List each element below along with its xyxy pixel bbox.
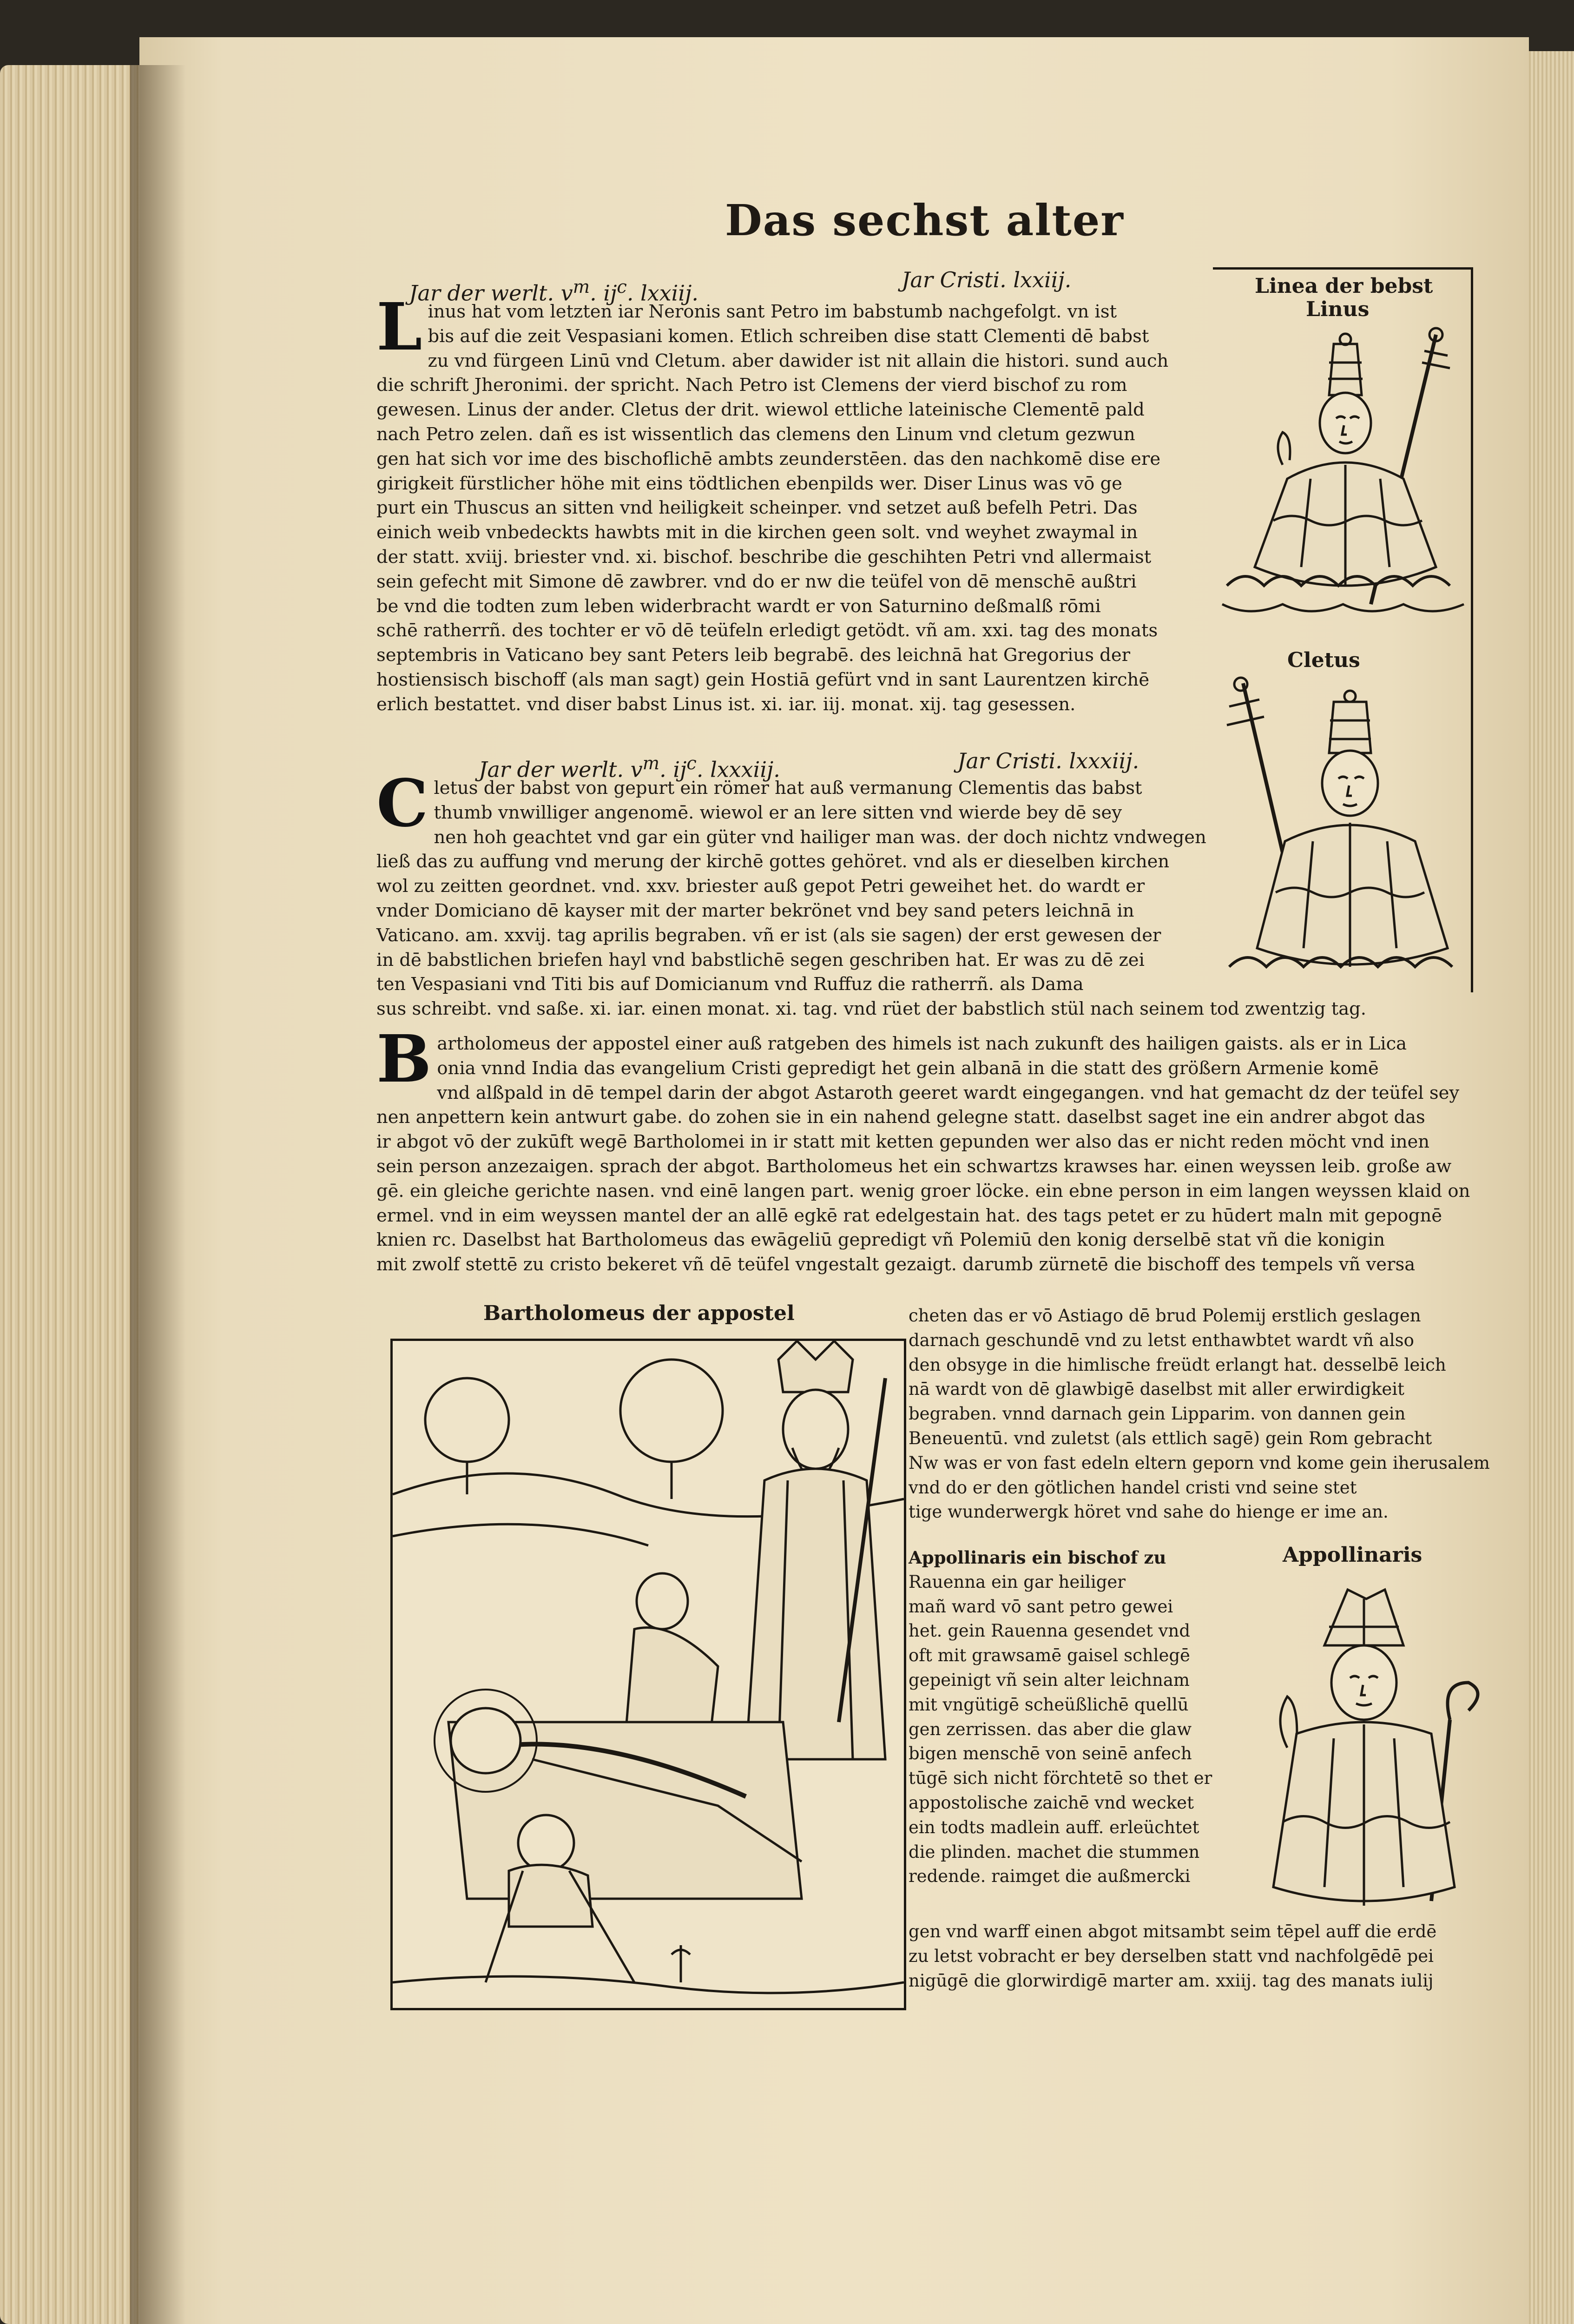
text-line: zu letst vobracht er bey derselben statt vnd nachfolgēdē pei xyxy=(909,1946,1434,1966)
text-line: appostolische zaichē vnd wecket xyxy=(909,1792,1194,1813)
year-header-christ-cletus: Jar Cristi. lxxxiij. xyxy=(957,748,1139,773)
running-head: Das sechst alter xyxy=(725,195,1124,245)
text-line: mit vngütigē scheüßlichē quellū xyxy=(909,1694,1189,1715)
text-line: den obsyge in die himlische freüdt erlangt hat. desselbē leich xyxy=(909,1354,1446,1375)
text-line: vnd do er den götlichen handel cristi vnd seine stet xyxy=(909,1477,1357,1498)
text-line: sein person anzezaigen. sprach der abgot. Bartholomeus het ein schwartzs krawses har. einen weyssen leib. große aw xyxy=(376,1155,1452,1177)
text-line: schē ratherrñ. des tochter er vō dē teüfeln erledigt getödt. vñ am. xxi. tag des monats xyxy=(376,620,1158,641)
year-header-world-cletus: Jar der werlt. $v^m$. $ij^c$. lxxxiij. xyxy=(479,753,780,782)
text-line: begraben. vnnd darnach gein Lipparim. von dannen gein xyxy=(909,1404,1406,1424)
text-line: purt ein Thuscus an sitten vnd heiligkeit scheinper. vnd setzet auß befelh Petri. Das xyxy=(376,497,1138,519)
text-line: vnd alßpald in dē tempel darin der abgot Astaroth geeret wardt eingegangen. vnd hat gemacht dz der teüfel sey xyxy=(437,1082,1460,1103)
text-line: ten Vespasiani vnd Titi bis auf Domicianum vnd Ruffuz die ratherrñ. als Dama xyxy=(376,974,1084,995)
text-line: onia vnnd India das evangelium Cristi gepredigt het gein albanā in die statt des größern Armenie komē xyxy=(437,1057,1379,1079)
text-line: tige wunderwergk höret vnd sahe do hienge er ime an. xyxy=(909,1502,1389,1522)
sidebar-right-rule xyxy=(1471,267,1473,992)
appollinaris-text-block xyxy=(909,1545,1212,1889)
text-line: erlich bestattet. vnd diser babst Linus ist. xi. iar. iij. monat. xij. tag gesessen. xyxy=(376,693,1076,715)
text-line: Vaticano. am. xxvij. tag aprilis begraben. vñ er ist (als sie sagen) der erst gewesen der xyxy=(376,924,1161,946)
text-line: ermel. vnd in eim weyssen mantel der an allē egkē rat edelgestain hat. des tags petet er zu hūdert maln mit gepognē xyxy=(376,1205,1442,1226)
spine-shadow xyxy=(130,65,186,2324)
text-line: be vnd die todten zum leben widerbracht wardt er von Saturnino deßmalß rōmi xyxy=(376,595,1101,617)
drop-cap-initial: C xyxy=(376,766,428,842)
text-line: cheten das er vō Astiago dē brud Polemij erstlich geslagen xyxy=(909,1306,1421,1326)
text-line: vnder Domiciano dē kayser mit der marter bekrönet vnd bey sand peters leichnā in xyxy=(376,900,1134,921)
text-line: Nw was er von fast edeln eltern geporn vnd kome gein iherusalem xyxy=(909,1452,1490,1473)
text-line: Beneuentū. vnd zuletst (als ettlich sagē) gein Rom gebracht xyxy=(909,1428,1432,1448)
text-line: redende. raimget die außmercki xyxy=(909,1866,1191,1887)
bartholomeus-continued-text xyxy=(909,1304,1490,1525)
text-line: gewesen. Linus der ander. Cletus der drit. wiewol ettliche lateinische Clementē pald xyxy=(376,399,1145,421)
text-line: tūgē sich nicht förchtetē so thet er xyxy=(909,1768,1212,1789)
text-line-rest: artholomeus der appostel einer auß ratgeben des himels ist nach zukunft des hailigen gaists. als er in Lica xyxy=(437,1033,1407,1054)
text-line: ir abgot vō der zukūft wegē Bartholomei in ir statt mit ketten gepunden wer also das er nicht reden möcht vnd inen xyxy=(376,1131,1430,1153)
pope-linus-illustration xyxy=(1218,325,1471,623)
sidebar-top-rule xyxy=(1213,267,1473,270)
text-line: wol zu zeitten geordnet. vnd. xxv. briester auß gepot Petri geweihet het. do wardt er xyxy=(376,876,1145,897)
text-line: gen zerrissen. das aber die glaw xyxy=(909,1719,1192,1739)
text-line: bis auf die zeit Vespasiani komen. Etlich schreiben dise statt Clementi dē babst xyxy=(428,325,1149,347)
text-line: nen anpettern kein antwurt gabe. do zohen sie in ein nahend gelegne statt. daselbst saget ine ein andrer abgot das xyxy=(376,1107,1425,1128)
linus-portrait-woodcut xyxy=(1218,325,1471,623)
sidebar-title: Linea der bebst xyxy=(1255,274,1433,298)
year-header-world-linus: Jar der werlt. $v^m$. $ij^c$. lxxiij. xyxy=(409,277,698,306)
text-line: die schrift Jheronimi. der spricht. Nach Petro ist Clemens der vierd bischof zu rom xyxy=(376,375,1127,396)
drop-cap-initial: B xyxy=(376,1021,432,1097)
bartholomeus-text-block xyxy=(376,1021,1492,1277)
text-line: knien rc. Daselbst hat Bartholomeus das ewāgeliū gepredigt vñ Polemiū den konig derselbē stat vñ die konigin xyxy=(376,1229,1385,1251)
bishop-illustration xyxy=(1232,1580,1492,1915)
page-stack-edge xyxy=(0,65,139,2324)
text-line: nach Petro zelen. dañ es ist wissentlich das clemens den Linum vnd cletum gezwun xyxy=(376,423,1135,445)
text-line: mañ ward vō sant petro gewei xyxy=(909,1596,1173,1617)
text-line: hostiensisch bischoff (als man sagt) gein Hostiā gefürt vnd in sant Laurentzen kirchē xyxy=(376,669,1150,690)
appollinaris-caption: Appollinaris xyxy=(1283,1543,1423,1567)
text-line: mit zwolf stettē zu cristo bekeret vñ dē teüfel vngestalt gezaigt. darumb zürnetē die bischoff des tempels vñ versa xyxy=(376,1254,1416,1275)
text-line: thumb vnwilliger angenomē. wiewol er an lere sitten vnd wierde bey dē sey xyxy=(434,802,1122,823)
text-line: darnach geschundē vnd zu letst enthawbtet wardt vñ also xyxy=(909,1330,1414,1350)
text-line: nen hoh geachtet vnd gar ein güter vnd hailiger man was. der doch nichtz vndwegen xyxy=(434,826,1206,848)
linus-caption: Linus xyxy=(1306,297,1370,321)
text-line: gē. ein gleiche gerichte nasen. vnd einē langen part. wenig groer löcke. ein ebne person in eim langen weyssen klaid on xyxy=(376,1180,1470,1202)
text-line: in dē babstlichen briefen hayl vnd babstlichē segen geschriben hat. Er was zu dē zei xyxy=(376,949,1145,971)
bartholomeus-martyrdom-woodcut xyxy=(390,1339,906,2010)
year-header-christ-linus: Jar Cristi. lxxiij. xyxy=(902,267,1072,292)
cletus-portrait-woodcut xyxy=(1215,674,1471,995)
text-line: sus schreibt. vnd saße. xi. iar. einen monat. xi. tag. vnd rüet der babstlich stül nach seinem tod zwentzig tag. xyxy=(376,998,1367,1020)
text-line: gen hat sich vor ime des bischoflichē ambts zeunderstēen. das den nachkomē dise ere xyxy=(376,448,1161,469)
text-line: der statt. xviij. briester vnd. xi. bischof. beschribe die geschihten Petri vnd allermaist xyxy=(376,546,1152,568)
bartholomeus-caption: Bartholomeus der appostel xyxy=(483,1301,795,1325)
text-line: die plinden. machet die stummen xyxy=(909,1842,1200,1862)
appollinaris-portrait-woodcut xyxy=(1232,1580,1492,1915)
text-line: ließ das zu auffung vnd merung der kirchē gottes gehöret. vnd als er dieselben kirchen xyxy=(376,851,1170,872)
page-edge-right xyxy=(1529,51,1574,2324)
cletus-caption: Cletus xyxy=(1287,648,1360,672)
martyrdom-scene-illustration xyxy=(393,1341,904,2008)
text-line: oft mit grawsamē gaisel schlegē xyxy=(909,1645,1190,1666)
appollinaris-tail-text xyxy=(909,1920,1494,1993)
text-line: septembris in Vaticano bey sant Peters leib begrabē. des leichnā hat Gregorius der xyxy=(376,645,1131,666)
text-line: nā wardt von dē glawbigē daselbst mit aller erwirdigkeit xyxy=(909,1379,1404,1400)
text-line: girigkeit fürstlicher höhe mit eins tödtlichen ebenpilds wer. Diser Linus was vō ge xyxy=(376,473,1122,494)
text-line: gen vnd warff einen abgot mitsambt seim tēpel auff die erdē xyxy=(909,1921,1437,1941)
drop-cap-initial: L xyxy=(376,289,422,365)
text-line: bigen menschē von seinē anfech xyxy=(909,1743,1192,1764)
text-line: nigūgē die glorwirdigē marter am. xxiij. tag des manats iulij xyxy=(909,1970,1434,1991)
text-line: zu vnd fürgeen Linū vnd Cletum. aber dawider ist nit allain die histori. sund auch xyxy=(428,350,1169,371)
text-line: Rauenna ein gar heiliger xyxy=(909,1571,1126,1592)
text-line: ein todts madlein auff. erleüchtet xyxy=(909,1817,1199,1837)
text-line: het. gein Rauenna gesendet vnd xyxy=(909,1621,1191,1641)
text-line-rest: letus der babst von gepurt ein römer hat auß vermanung Clementis das babst xyxy=(434,778,1142,799)
text-line: gepeinigt vñ sein alter leichnam xyxy=(909,1670,1190,1690)
text-line: Appollinaris ein bischof zu xyxy=(909,1547,1166,1568)
text-line-rest: inus hat vom letzten iar Neronis sant Petro im babstumb nachgefolgt. vn ist xyxy=(428,301,1117,322)
pope-cletus-illustration xyxy=(1215,674,1471,995)
text-line: einich weib vnbedeckts hawbts mit in die kirchen geen solt. vnd weyhet zwaymal in xyxy=(376,522,1138,543)
text-line: sein gefecht mit Simone dē zawbrer. vnd do er nw die teüfel von dē menschē außtri xyxy=(376,571,1137,592)
